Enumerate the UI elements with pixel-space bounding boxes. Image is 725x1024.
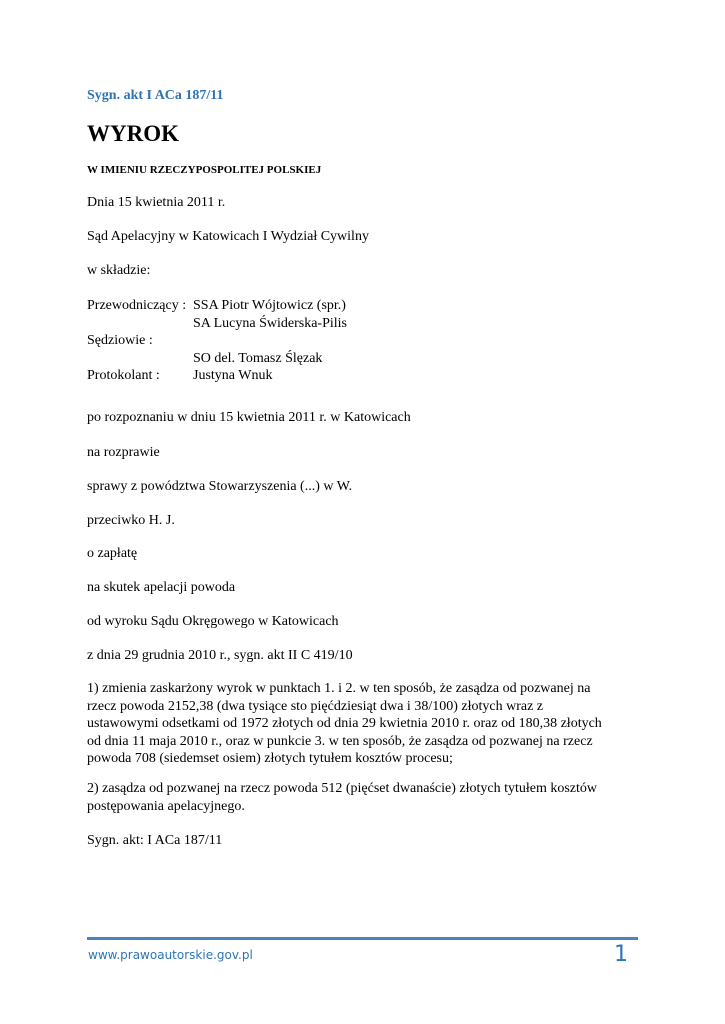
composition-label: w składzie: [87,263,151,278]
closing-case-reference: Sygn. akt: I ACa 187/11 [87,833,223,848]
judgment-date: Dnia 15 kwietnia 2011 r. [87,195,226,210]
ruling-line: postępowania apelacyjnego. [87,798,245,814]
composition-member: Justyna Wnuk [193,368,273,383]
composition-role: Przewodniczący : [87,298,187,313]
footer-divider [87,937,638,940]
body-line: na skutek apelacji powoda [87,580,236,595]
body-line: od wyroku Sądu Okręgowego w Katowicach [87,614,339,629]
page-number: 1 [614,942,628,967]
composition-role: Protokolant : [87,368,160,383]
ruling-point-1 [87,680,647,768]
court-name: Sąd Apelacyjny w Katowicach I Wydział Cywilny [87,229,369,244]
body-line: na rozprawie [87,445,160,460]
body-line: przeciwko H. J. [87,513,175,528]
document-subtitle: W IMIENIU RZECZYPOSPOLITEJ POLSKIEJ [87,164,322,176]
body-line: sprawy z powództwa Stowarzyszenia (...) w W. [87,479,353,494]
ruling-point-2 [87,780,647,815]
body-line: po rozpoznaniu w dniu 15 kwietnia 2011 r. w Katowicach [87,410,411,425]
composition-role: Sędziowie : [87,333,153,348]
ruling-line: od dnia 11 maja 2010 r., oraz w punkcie 3. w ten sposób, że zasądza od pozwanej na rzecz [87,733,593,749]
composition-member: SO del. Tomasz Ślęzak [193,350,323,366]
ruling-line: 1) zmienia zaskarżony wyrok w punktach 1. i 2. w ten sposób, że zasądza od pozwanej na [87,681,591,696]
body-line: z dnia 29 grudnia 2010 r., sygn. akt II C 419/10 [87,648,353,663]
ruling-line: rzecz powoda 2152,38 (dwa tysiące sto pięćdziesiąt dwa i 38/100) złotych wraz z [87,698,543,714]
composition-member: SA Lucyna Świderska-Pilis [193,315,347,331]
ruling-line: 2) zasądza od pozwanej na rzecz powoda 512 (pięćset dwanaście) złotych tytułem kosztów [87,781,598,796]
ruling-line: powoda 708 (siedemset osiem) złotych tytułem kosztów procesu; [87,751,453,766]
composition-member: SSA Piotr Wójtowicz (spr.) [193,298,346,313]
ruling-line: ustawowymi odsetkami od 1972 złotych od dnia 29 kwietnia 2010 r. oraz od 180,38 złotych [87,716,602,731]
case-reference-header: Sygn. akt I ACa 187/11 [87,88,224,103]
body-line: o zapłatę [87,546,138,561]
footer-website-link[interactable]: www.prawoautorskie.gov.pl [88,948,253,962]
document-title: WYROK [87,121,179,146]
